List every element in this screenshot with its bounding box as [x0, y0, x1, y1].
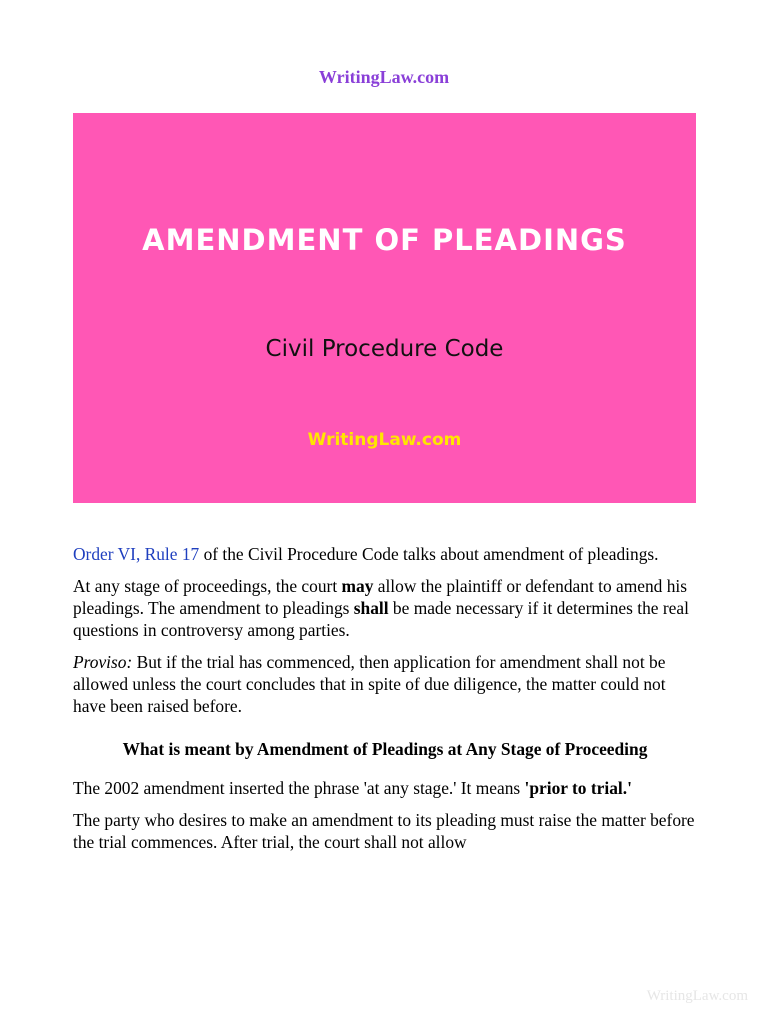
- stage-emphasis-may: may: [341, 576, 374, 596]
- proviso-text: But if the trial has commenced, then application for amendment shall not be allowed unless the court concludes that in spite of due diligence, the matter could not have been raised before.: [73, 652, 666, 716]
- stage-text-1: At any stage of proceedings, the court: [73, 576, 342, 596]
- paragraph-2002-amendment: [73, 777, 697, 799]
- article-body: [73, 543, 697, 863]
- paragraph-party: The party who desires to make an amendment to its pleading must raise the matter before the trial commences. After trial, the court shall not allow: [73, 810, 695, 852]
- section-heading: What is meant by Amendment of Pleadings at Any Stage of Proceeding: [122, 739, 648, 759]
- intro-text: of the Civil Procedure Code talks about amendment of pleadings.: [199, 544, 659, 564]
- paragraph-stage: [73, 575, 697, 641]
- banner-site-name: WritingLaw.com: [307, 430, 462, 450]
- banner-title: AMENDMENT OF PLEADINGS: [142, 223, 627, 257]
- stage-emphasis-shall: shall: [353, 598, 389, 618]
- banner-subtitle: Civil Procedure Code: [265, 336, 504, 362]
- amendment-text: The 2002 amendment inserted the phrase 'at any stage.' It means: [73, 778, 525, 798]
- stage-text-3: be made necessary if it determines the real questions in controversy among parties.: [73, 598, 689, 640]
- banner-image: [73, 113, 696, 503]
- paragraph-proviso: [73, 651, 697, 717]
- watermark: WritingLaw.com: [646, 988, 748, 1004]
- paragraph-intro: [73, 543, 697, 565]
- order-rule-link[interactable]: Order VI, Rule 17: [73, 544, 200, 564]
- site-header[interactable]: WritingLaw.com: [318, 67, 450, 87]
- proviso-label: Proviso:: [73, 652, 133, 672]
- stage-text-2: allow the plaintiff or defendant to amend his pleadings. The amendment to pleadings: [73, 576, 687, 618]
- amendment-emphasis: 'prior to trial.': [524, 778, 632, 798]
